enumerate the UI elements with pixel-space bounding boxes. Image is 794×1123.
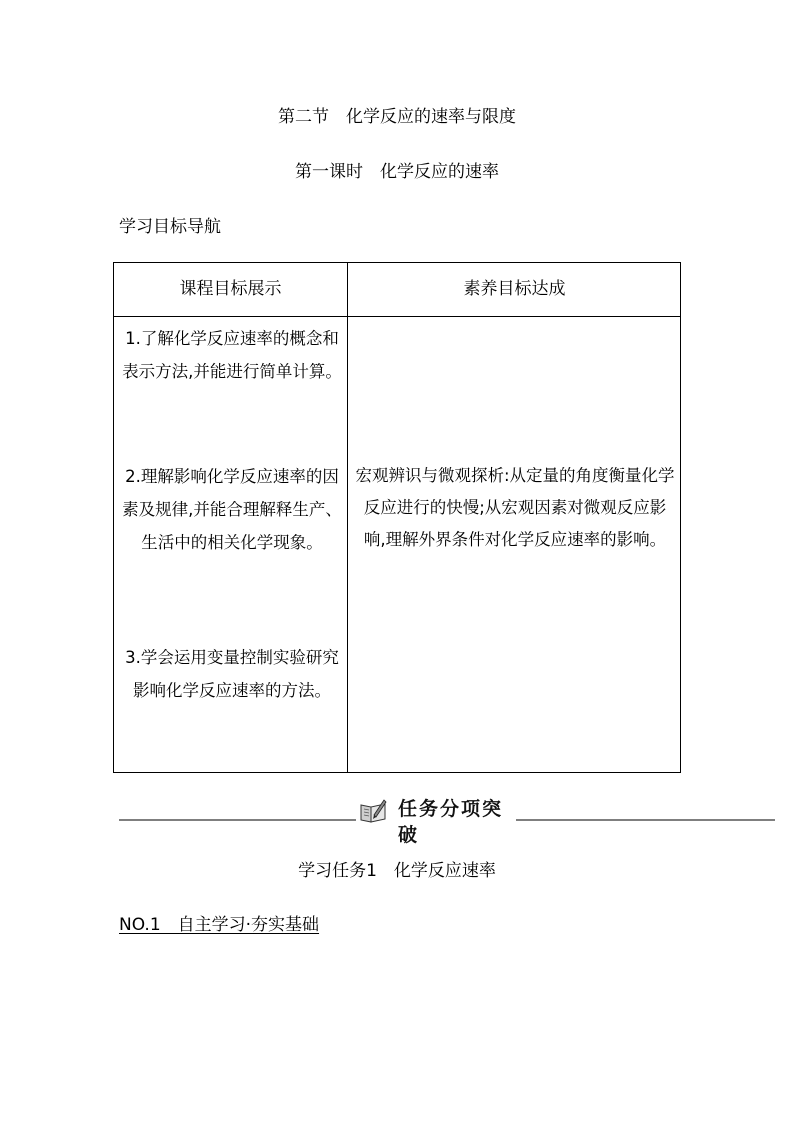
book-pencil-icon [358,797,388,823]
section-banner [119,796,775,846]
course-goal-2: 2.理解影响化学反应速率的因素及规律,并能合理解释生产、生活中的相关化学现象。 [122,467,342,552]
course-goals-header: 课程目标展示 [179,279,282,299]
lesson-title: 第一课时 化学反应的速率 [295,162,499,182]
table-header-divider [114,316,680,317]
course-goal-3: 3.学会运用变量控制实验研究影响化学反应速率的方法。 [125,648,339,700]
table-column-divider [347,263,348,772]
goals-table [113,262,681,773]
nav-heading: 学习目标导航 [119,217,221,237]
section-title: 第二节 化学反应的速率与限度 [278,107,516,127]
banner-box [356,796,516,846]
banner-label: 任务分项突破 [398,798,504,846]
course-goal-1: 1.了解化学反应速率的概念和表示方法,并能进行简单计算。 [122,329,342,381]
subsection-heading: NO.1 自主学习·夯实基础 [119,915,320,935]
literacy-goal: 宏观辨识与微观探析:从定量的角度衡量化学反应进行的快慢;从宏观因素对微观反应影响,理解外界条件对化学反应速率的影响。 [355,466,675,549]
task-title: 学习任务1 化学反应速率 [298,861,496,881]
literacy-goals-header: 素养目标达成 [463,279,566,299]
